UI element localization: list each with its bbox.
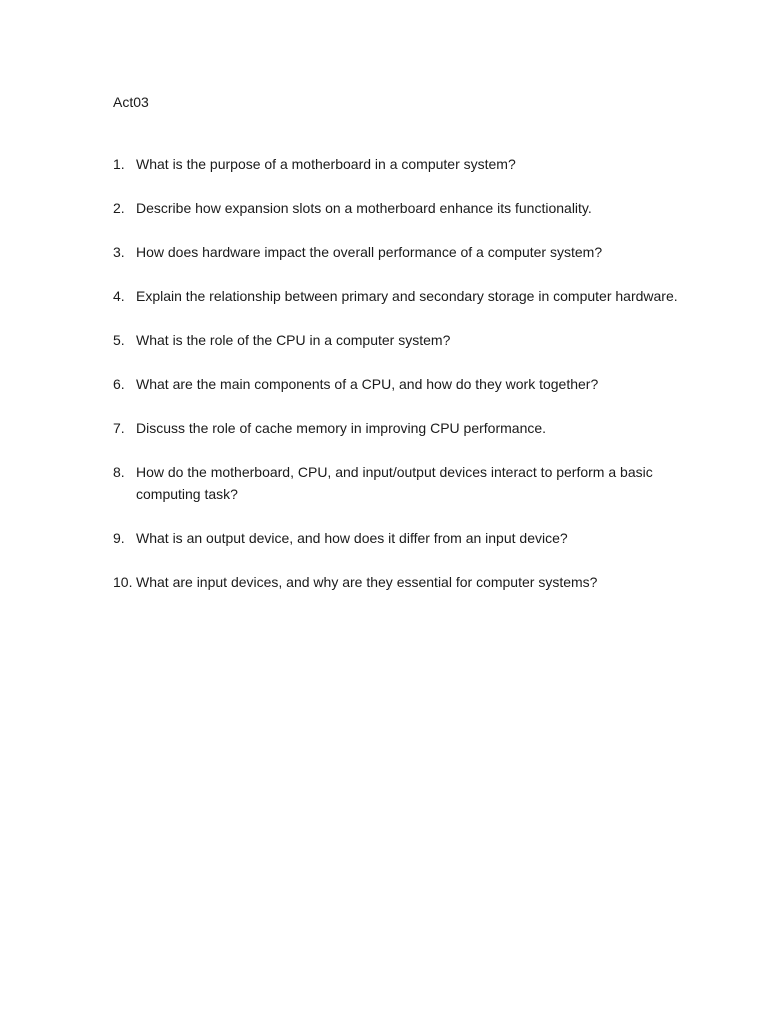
question-number: 6. [113, 376, 125, 392]
question-item [113, 329, 678, 351]
question-number: 2. [113, 200, 125, 216]
document-title: Act03 [113, 94, 149, 110]
question-number: 5. [113, 332, 125, 348]
question-number: 7. [113, 420, 125, 436]
question-number: 3. [113, 244, 125, 260]
question-item [113, 527, 678, 549]
question-text: Explain the relationship between primary and secondary storage in computer hardware. [136, 288, 678, 304]
question-list [113, 153, 678, 593]
question-item [113, 571, 678, 593]
question-text: Discuss the role of cache memory in improving CPU performance. [136, 420, 547, 436]
question-text: How do the motherboard, CPU, and input/output devices interact to perform a basic computing task? [136, 464, 653, 502]
question-text: What are the main components of a CPU, and how do they work together? [136, 376, 599, 392]
question-text: What is the role of the CPU in a computer system? [136, 332, 451, 348]
question-number: 1. [113, 156, 125, 172]
question-item [113, 373, 678, 395]
question-text: Describe how expansion slots on a motherboard enhance its functionality. [136, 200, 592, 216]
question-number: 8. [113, 464, 125, 480]
question-text: How does hardware impact the overall performance of a computer system? [136, 244, 603, 260]
question-item [113, 241, 678, 263]
question-item [113, 285, 678, 307]
question-text: What is the purpose of a motherboard in a computer system? [136, 156, 516, 172]
question-item [113, 417, 678, 439]
question-item [113, 197, 678, 219]
question-number: 4. [113, 288, 125, 304]
question-text: What is an output device, and how does it differ from an input device? [136, 530, 568, 546]
question-number: 10. [113, 574, 133, 590]
question-number: 9. [113, 530, 125, 546]
question-item [113, 153, 678, 175]
question-text: What are input devices, and why are they essential for computer systems? [136, 574, 598, 590]
question-item [113, 461, 678, 505]
